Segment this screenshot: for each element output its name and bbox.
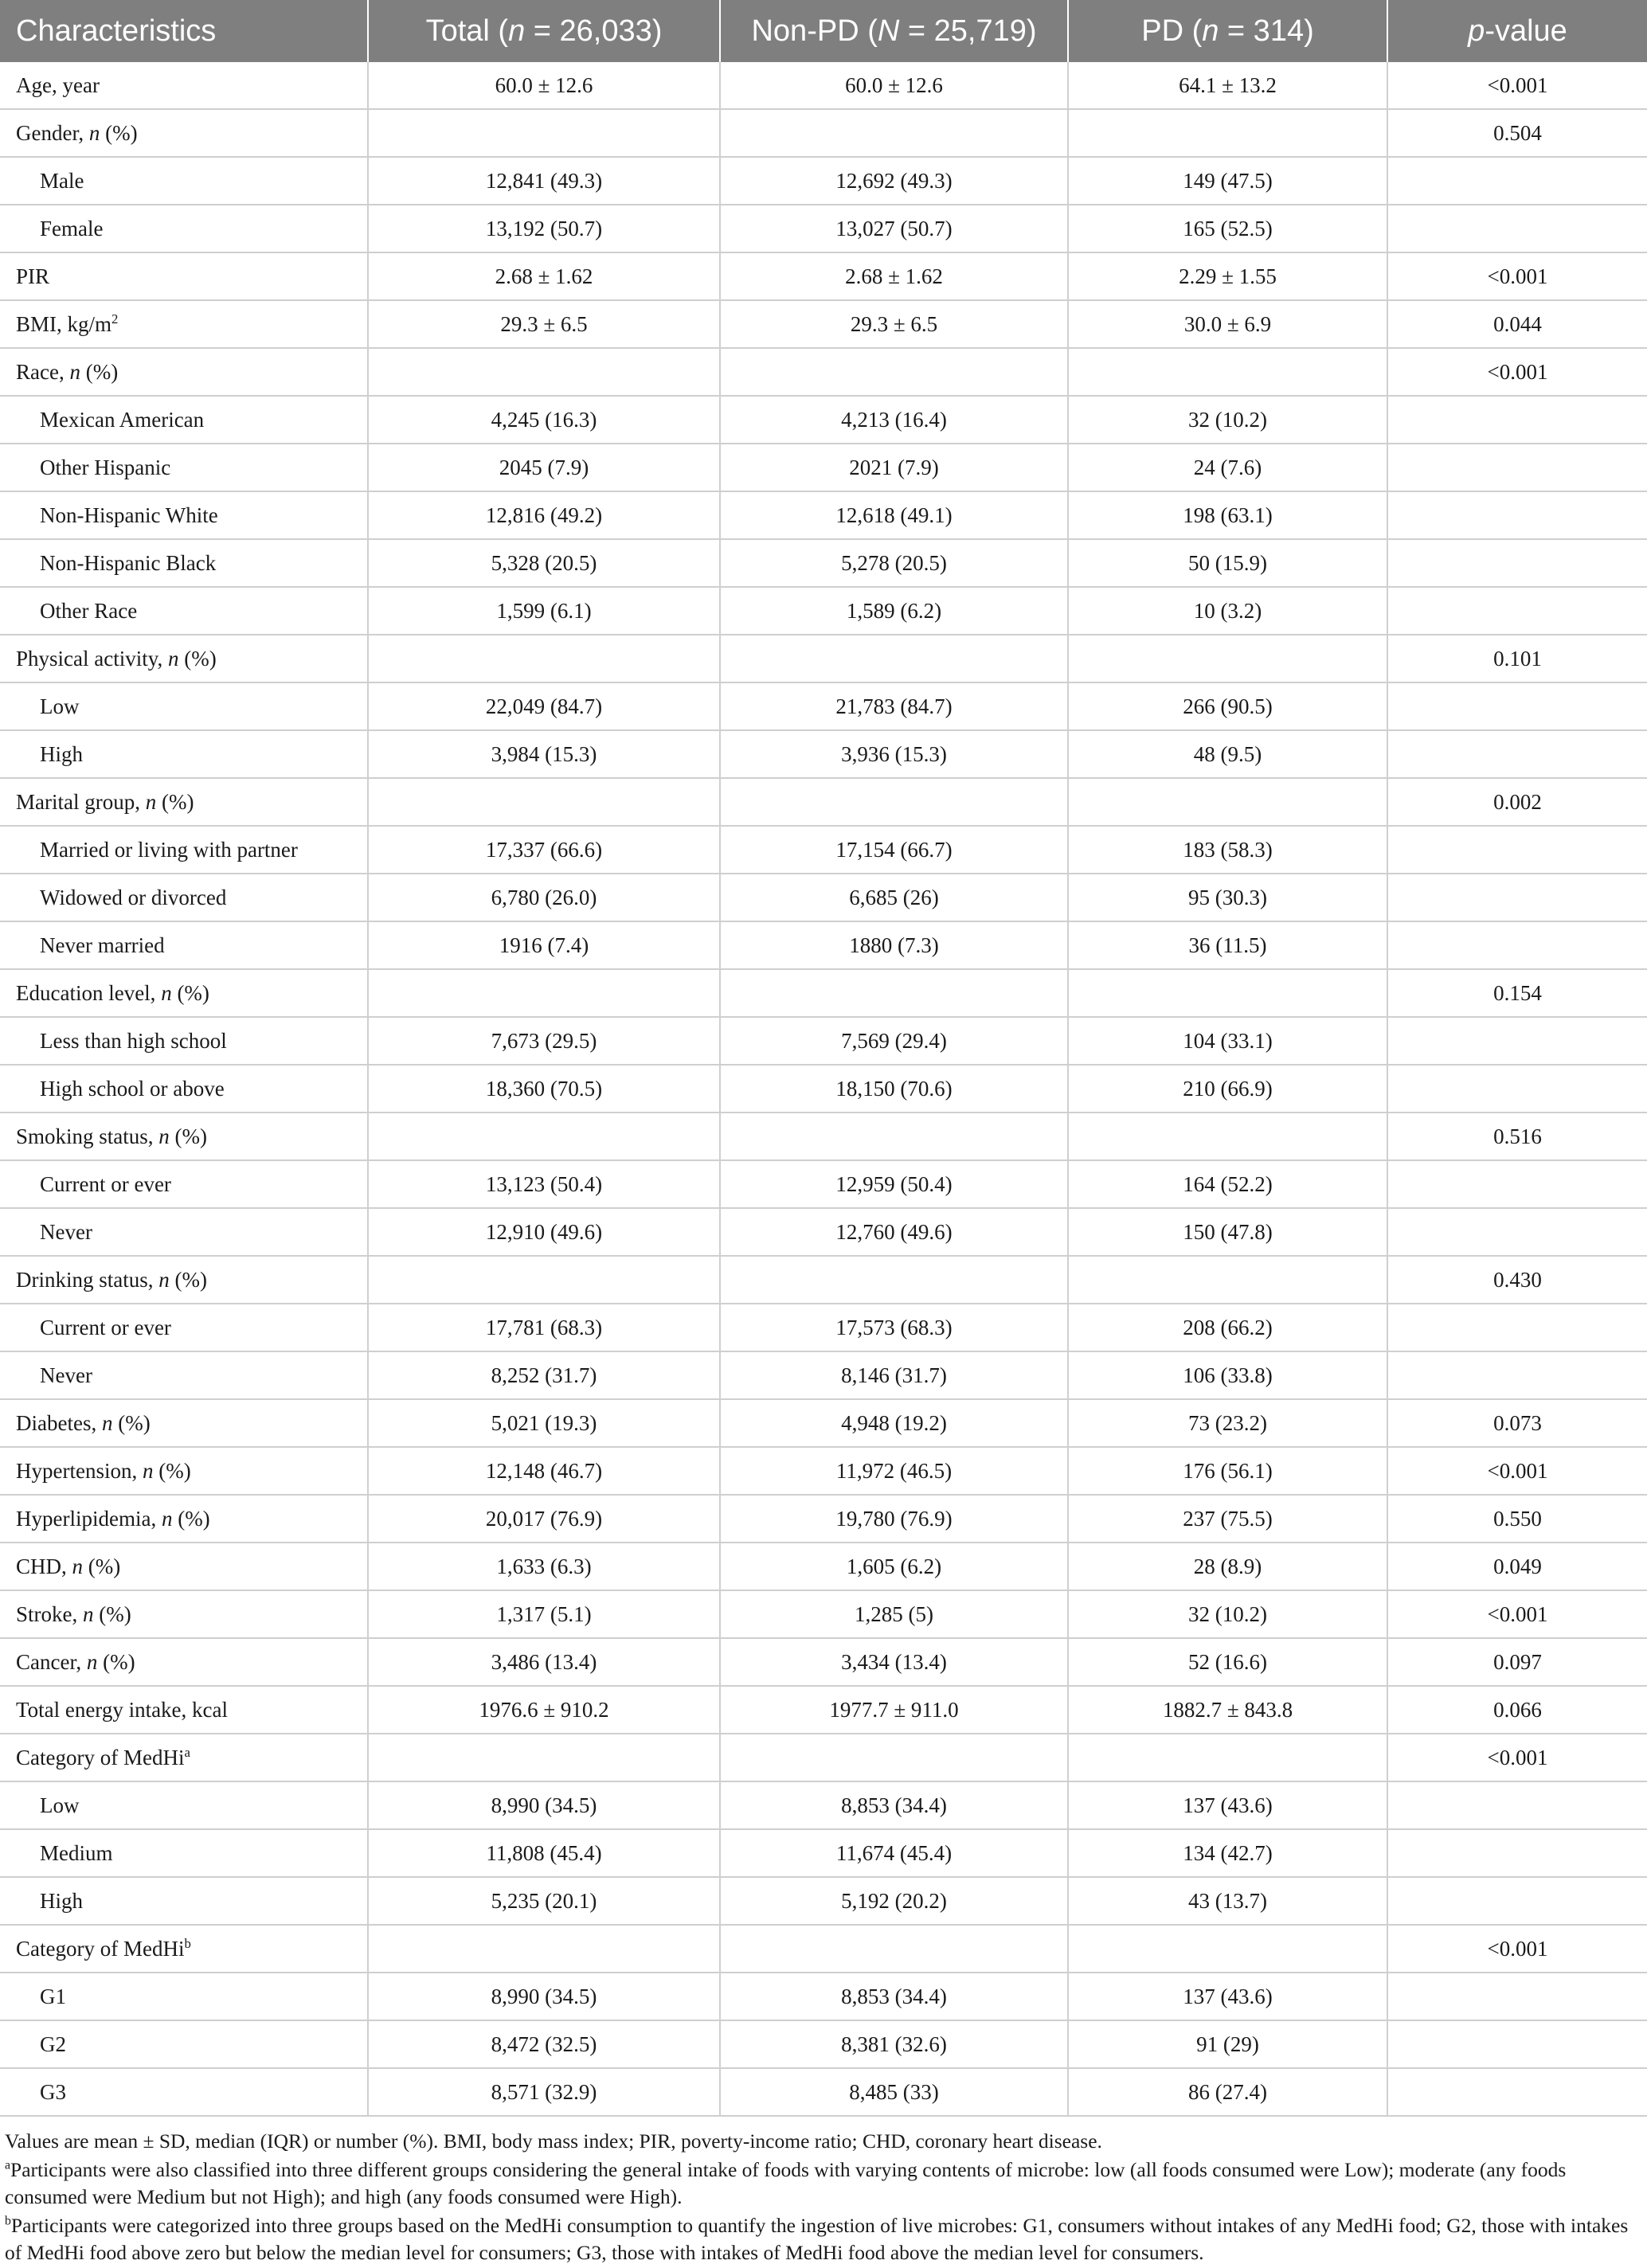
cell-p-value [1387, 587, 1647, 635]
cell-non-pd: 12,692 (49.3) [720, 157, 1068, 205]
cell-non-pd: 1880 (7.3) [720, 921, 1068, 969]
cell-total: 12,148 (46.7) [368, 1447, 720, 1495]
cell-non-pd: 5,192 (20.2) [720, 1877, 1068, 1925]
table-row [0, 252, 1647, 300]
cell-p-value: <0.001 [1387, 62, 1647, 109]
table-row [0, 1829, 1647, 1877]
cell-pd [1068, 109, 1387, 157]
cell-pd: 134 (42.7) [1068, 1829, 1387, 1877]
cell-non-pd: 4,213 (16.4) [720, 396, 1068, 444]
row-label: Low [0, 1781, 368, 1829]
cell-total: 60.0 ± 12.6 [368, 62, 720, 109]
cell-total: 13,192 (50.7) [368, 205, 720, 252]
cell-non-pd: 17,573 (68.3) [720, 1304, 1068, 1351]
cell-pd: 48 (9.5) [1068, 730, 1387, 778]
row-label: G2 [0, 2020, 368, 2068]
cell-pd: 176 (56.1) [1068, 1447, 1387, 1495]
cell-p-value: 0.002 [1387, 778, 1647, 826]
cell-non-pd: 12,959 (50.4) [720, 1160, 1068, 1208]
table-row [0, 1017, 1647, 1065]
cell-p-value [1387, 1829, 1647, 1877]
cell-pd: 28 (8.9) [1068, 1543, 1387, 1590]
footnote-values: Values are mean ± SD, median (IQR) or number (%). BMI, body mass index; PIR, poverty-income ratio; CHD, coronary heart disease. [5, 2129, 1102, 2153]
row-label: High [0, 730, 368, 778]
cell-non-pd: 13,027 (50.7) [720, 205, 1068, 252]
cell-non-pd: 29.3 ± 6.5 [720, 300, 1068, 348]
cell-p-value: <0.001 [1387, 348, 1647, 396]
cell-non-pd: 17,154 (66.7) [720, 826, 1068, 874]
cell-pd [1068, 1734, 1387, 1781]
cell-pd: 149 (47.5) [1068, 157, 1387, 205]
cell-total: 8,252 (31.7) [368, 1351, 720, 1399]
cell-total: 1976.6 ± 910.2 [368, 1686, 720, 1734]
table-row [0, 682, 1647, 730]
cell-pd: 137 (43.6) [1068, 1781, 1387, 1829]
table-row [0, 1925, 1647, 1973]
row-label: Hypertension, n (%) [0, 1447, 368, 1495]
table-row [0, 1734, 1647, 1781]
header-pd: PD (n = 314) [1068, 0, 1387, 62]
cell-total [368, 109, 720, 157]
table-row [0, 969, 1647, 1017]
cell-p-value: <0.001 [1387, 252, 1647, 300]
cell-p-value [1387, 730, 1647, 778]
cell-p-value: 0.516 [1387, 1112, 1647, 1160]
cell-pd: 150 (47.8) [1068, 1208, 1387, 1256]
table-row [0, 1351, 1647, 1399]
cell-pd: 266 (90.5) [1068, 682, 1387, 730]
table-row [0, 444, 1647, 491]
cell-p-value [1387, 539, 1647, 587]
cell-pd: 208 (66.2) [1068, 1304, 1387, 1351]
cell-pd [1068, 778, 1387, 826]
header-row [0, 0, 1647, 62]
cell-pd: 1882.7 ± 843.8 [1068, 1686, 1387, 1734]
row-label: Physical activity, n (%) [0, 635, 368, 682]
cell-total: 1,317 (5.1) [368, 1590, 720, 1638]
cell-p-value: 0.097 [1387, 1638, 1647, 1686]
row-label: BMI, $kg/m^2$ [0, 300, 368, 348]
cell-non-pd: 12,618 (49.1) [720, 491, 1068, 539]
cell-pd: 104 (33.1) [1068, 1017, 1387, 1065]
row-label: Never married [0, 921, 368, 969]
row-label: G3 [0, 2068, 368, 2116]
cell-non-pd: 12,760 (49.6) [720, 1208, 1068, 1256]
row-label: G1 [0, 1973, 368, 2020]
cell-p-value: 0.550 [1387, 1495, 1647, 1543]
table-row [0, 1973, 1647, 2020]
row-label: Drinking status, n (%) [0, 1256, 368, 1304]
cell-pd [1068, 1256, 1387, 1304]
cell-p-value [1387, 491, 1647, 539]
cell-p-value [1387, 205, 1647, 252]
cell-non-pd: 1977.7 ± 911.0 [720, 1686, 1068, 1734]
cell-total: 8,571 (32.9) [368, 2068, 720, 2116]
table-row [0, 1447, 1647, 1495]
cell-p-value [1387, 1304, 1647, 1351]
table-row [0, 1781, 1647, 1829]
cell-non-pd: 60.0 ± 12.6 [720, 62, 1068, 109]
table-row [0, 491, 1647, 539]
cell-non-pd: 3,434 (13.4) [720, 1638, 1068, 1686]
table-row [0, 62, 1647, 109]
cell-total [368, 1734, 720, 1781]
cell-total: 2.68 ± 1.62 [368, 252, 720, 300]
cell-pd: 52 (16.6) [1068, 1638, 1387, 1686]
row-label: Current or ever [0, 1160, 368, 1208]
cell-pd: 106 (33.8) [1068, 1351, 1387, 1399]
cell-p-value [1387, 1351, 1647, 1399]
table-row [0, 539, 1647, 587]
cell-pd: 91 (29) [1068, 2020, 1387, 2068]
table-row [0, 778, 1647, 826]
header-p-value: p-value [1387, 0, 1647, 62]
cell-pd: 30.0 ± 6.9 [1068, 300, 1387, 348]
cell-p-value [1387, 1160, 1647, 1208]
cell-non-pd: 19,780 (76.9) [720, 1495, 1068, 1543]
table-row [0, 1304, 1647, 1351]
cell-pd: 50 (15.9) [1068, 539, 1387, 587]
cell-total: 1916 (7.4) [368, 921, 720, 969]
cell-total [368, 778, 720, 826]
row-label: Non-Hispanic Black [0, 539, 368, 587]
cell-total: 12,816 (49.2) [368, 491, 720, 539]
cell-pd: 198 (63.1) [1068, 491, 1387, 539]
cell-total [368, 1112, 720, 1160]
row-label: Never [0, 1208, 368, 1256]
cell-pd: 2.29 ± 1.55 [1068, 252, 1387, 300]
table-row [0, 1543, 1647, 1590]
table-row [0, 587, 1647, 635]
cell-total [368, 1925, 720, 1973]
cell-p-value [1387, 1877, 1647, 1925]
cell-total: 7,673 (29.5) [368, 1017, 720, 1065]
cell-non-pd [720, 969, 1068, 1017]
cell-pd [1068, 348, 1387, 396]
cell-non-pd: 8,146 (31.7) [720, 1351, 1068, 1399]
cell-total: 18,360 (70.5) [368, 1065, 720, 1112]
cell-non-pd: 21,783 (84.7) [720, 682, 1068, 730]
table-row [0, 1495, 1647, 1543]
cell-p-value: 0.504 [1387, 109, 1647, 157]
cell-total: 8,472 (32.5) [368, 2020, 720, 2068]
cell-total: 17,781 (68.3) [368, 1304, 720, 1351]
row-label: Category of MedHi$^a$ [0, 1734, 368, 1781]
row-label: PIR [0, 252, 368, 300]
row-label: Cancer, n (%) [0, 1638, 368, 1686]
row-label: Gender, n (%) [0, 109, 368, 157]
cell-pd: 32 (10.2) [1068, 1590, 1387, 1638]
row-label: High [0, 1877, 368, 1925]
row-label: Current or ever [0, 1304, 368, 1351]
cell-total: 1,599 (6.1) [368, 587, 720, 635]
cell-total: 13,123 (50.4) [368, 1160, 720, 1208]
cell-pd: 73 (23.2) [1068, 1399, 1387, 1447]
cell-pd [1068, 969, 1387, 1017]
cell-non-pd: 8,853 (34.4) [720, 1973, 1068, 2020]
header-characteristics: Characteristics [0, 0, 368, 62]
cell-p-value [1387, 1065, 1647, 1112]
cell-pd [1068, 1112, 1387, 1160]
cell-total [368, 635, 720, 682]
cell-p-value [1387, 444, 1647, 491]
cell-total [368, 969, 720, 1017]
table-row [0, 1112, 1647, 1160]
row-label: Female [0, 205, 368, 252]
row-label: Less than high school [0, 1017, 368, 1065]
cell-p-value [1387, 396, 1647, 444]
cell-non-pd [720, 1925, 1068, 1973]
cell-non-pd: 2021 (7.9) [720, 444, 1068, 491]
cell-p-value [1387, 874, 1647, 921]
cell-total: 11,808 (45.4) [368, 1829, 720, 1877]
row-label: Hyperlipidemia, n (%) [0, 1495, 368, 1543]
table-row [0, 2020, 1647, 2068]
table-row [0, 1638, 1647, 1686]
cell-pd [1068, 635, 1387, 682]
row-label: Smoking status, n (%) [0, 1112, 368, 1160]
cell-total: 17,337 (66.6) [368, 826, 720, 874]
cell-total: 2045 (7.9) [368, 444, 720, 491]
row-label: Never [0, 1351, 368, 1399]
cell-pd [1068, 1925, 1387, 1973]
cell-non-pd [720, 109, 1068, 157]
cell-total: 22,049 (84.7) [368, 682, 720, 730]
table-footnotes [0, 2117, 1647, 2266]
cell-non-pd: 11,972 (46.5) [720, 1447, 1068, 1495]
cell-pd: 86 (27.4) [1068, 2068, 1387, 2116]
table-row [0, 348, 1647, 396]
table-row [0, 205, 1647, 252]
cell-p-value [1387, 157, 1647, 205]
cell-pd: 237 (75.5) [1068, 1495, 1387, 1543]
cell-non-pd [720, 1256, 1068, 1304]
cell-total: 8,990 (34.5) [368, 1973, 720, 2020]
row-label: Other Race [0, 587, 368, 635]
row-label: Medium [0, 1829, 368, 1877]
footnote-b: $^b$Participants were categorized into three groups based on the MedHi consumption to quantify the ingestion of live microbes: G1, consumers without intakes of any MedHi food; G2, those with intakes of MedHi food above zero but below the median level for consumers; G3, those with intakes of MedHi food above the median level for consumers. [5, 2214, 1629, 2264]
cell-non-pd: 8,485 (33) [720, 2068, 1068, 2116]
table-row [0, 2068, 1647, 2116]
cell-p-value: 0.066 [1387, 1686, 1647, 1734]
cell-total: 5,021 (19.3) [368, 1399, 720, 1447]
cell-total: 3,486 (13.4) [368, 1638, 720, 1686]
cell-pd: 32 (10.2) [1068, 396, 1387, 444]
row-label: High school or above [0, 1065, 368, 1112]
header-total: Total (n = 26,033) [368, 0, 720, 62]
table-body [0, 62, 1647, 2116]
table-row [0, 157, 1647, 205]
row-label: Male [0, 157, 368, 205]
cell-non-pd: 6,685 (26) [720, 874, 1068, 921]
table-row [0, 1208, 1647, 1256]
cell-p-value: <0.001 [1387, 1925, 1647, 1973]
cell-p-value [1387, 1781, 1647, 1829]
cell-pd: 137 (43.6) [1068, 1973, 1387, 2020]
table-row [0, 730, 1647, 778]
row-label: Diabetes, n (%) [0, 1399, 368, 1447]
cell-non-pd: 7,569 (29.4) [720, 1017, 1068, 1065]
table-row [0, 1160, 1647, 1208]
row-label: Category of MedHi$^b$ [0, 1925, 368, 1973]
cell-p-value: 0.101 [1387, 635, 1647, 682]
cell-p-value [1387, 1208, 1647, 1256]
cell-p-value [1387, 2068, 1647, 2116]
table-row [0, 921, 1647, 969]
cell-non-pd: 8,853 (34.4) [720, 1781, 1068, 1829]
cell-p-value [1387, 1017, 1647, 1065]
table-row [0, 1399, 1647, 1447]
cell-non-pd [720, 1734, 1068, 1781]
cell-total: 4,245 (16.3) [368, 396, 720, 444]
cell-pd: 95 (30.3) [1068, 874, 1387, 921]
table-row [0, 1065, 1647, 1112]
cell-non-pd: 11,674 (45.4) [720, 1829, 1068, 1877]
cell-non-pd: 8,381 (32.6) [720, 2020, 1068, 2068]
row-label: Non-Hispanic White [0, 491, 368, 539]
row-label: Stroke, n (%) [0, 1590, 368, 1638]
cell-total: 12,910 (49.6) [368, 1208, 720, 1256]
row-label: Education level, n (%) [0, 969, 368, 1017]
cell-total: 6,780 (26.0) [368, 874, 720, 921]
cell-non-pd: 1,285 (5) [720, 1590, 1068, 1638]
cell-non-pd: 3,936 (15.3) [720, 730, 1068, 778]
row-label: Marital group, n (%) [0, 778, 368, 826]
cell-p-value [1387, 1973, 1647, 2020]
cell-p-value: <0.001 [1387, 1734, 1647, 1781]
cell-total: 5,235 (20.1) [368, 1877, 720, 1925]
cell-pd: 24 (7.6) [1068, 444, 1387, 491]
row-label: Race, n (%) [0, 348, 368, 396]
cell-total: 5,328 (20.5) [368, 539, 720, 587]
table-header [0, 0, 1647, 62]
cell-p-value [1387, 921, 1647, 969]
table-row [0, 1256, 1647, 1304]
table-row [0, 1686, 1647, 1734]
cell-total [368, 348, 720, 396]
cell-pd: 164 (52.2) [1068, 1160, 1387, 1208]
table-row [0, 635, 1647, 682]
cell-p-value [1387, 826, 1647, 874]
cell-p-value: 0.044 [1387, 300, 1647, 348]
cell-total: 29.3 ± 6.5 [368, 300, 720, 348]
cell-non-pd: 2.68 ± 1.62 [720, 252, 1068, 300]
footnote-a: $^a$Participants were also classified into three different groups considering the general intake of foods with varying contents of microbe: low (all foods consumed were Low); moderate (any foods consumed were Medium but not High); and high (any foods consumed were High). [5, 2158, 1567, 2208]
table-row [0, 826, 1647, 874]
header-non-pd: Non-PD (N = 25,719) [720, 0, 1068, 62]
cell-total: 20,017 (76.9) [368, 1495, 720, 1543]
cell-total [368, 1256, 720, 1304]
row-label: Age, year [0, 62, 368, 109]
table-row [0, 396, 1647, 444]
row-label: CHD, n (%) [0, 1543, 368, 1590]
row-label: Married or living with partner [0, 826, 368, 874]
table-row [0, 1877, 1647, 1925]
cell-p-value [1387, 682, 1647, 730]
cell-pd: 183 (58.3) [1068, 826, 1387, 874]
cell-pd: 36 (11.5) [1068, 921, 1387, 969]
cell-non-pd [720, 348, 1068, 396]
table-row [0, 300, 1647, 348]
cell-non-pd [720, 778, 1068, 826]
cell-pd: 10 (3.2) [1068, 587, 1387, 635]
row-label: Widowed or divorced [0, 874, 368, 921]
cell-p-value: 0.154 [1387, 969, 1647, 1017]
cell-p-value: <0.001 [1387, 1447, 1647, 1495]
row-label: Mexican American [0, 396, 368, 444]
row-label: Low [0, 682, 368, 730]
cell-non-pd [720, 635, 1068, 682]
cell-pd: 43 (13.7) [1068, 1877, 1387, 1925]
cell-non-pd: 18,150 (70.6) [720, 1065, 1068, 1112]
cell-non-pd [720, 1112, 1068, 1160]
cell-total: 12,841 (49.3) [368, 157, 720, 205]
cell-pd: 165 (52.5) [1068, 205, 1387, 252]
cell-total: 1,633 (6.3) [368, 1543, 720, 1590]
cell-total: 3,984 (15.3) [368, 730, 720, 778]
cell-p-value: 0.049 [1387, 1543, 1647, 1590]
cell-non-pd: 4,948 (19.2) [720, 1399, 1068, 1447]
row-label: Other Hispanic [0, 444, 368, 491]
cell-p-value: 0.073 [1387, 1399, 1647, 1447]
cell-pd: 210 (66.9) [1068, 1065, 1387, 1112]
cell-p-value: 0.430 [1387, 1256, 1647, 1304]
cell-non-pd: 1,589 (6.2) [720, 587, 1068, 635]
table-row [0, 874, 1647, 921]
cell-non-pd: 1,605 (6.2) [720, 1543, 1068, 1590]
cell-p-value: <0.001 [1387, 1590, 1647, 1638]
table-row [0, 109, 1647, 157]
cell-non-pd: 5,278 (20.5) [720, 539, 1068, 587]
cell-p-value [1387, 2020, 1647, 2068]
cell-total: 8,990 (34.5) [368, 1781, 720, 1829]
cell-pd: 64.1 ± 13.2 [1068, 62, 1387, 109]
row-label: Total energy intake, kcal [0, 1686, 368, 1734]
table-row [0, 1590, 1647, 1638]
